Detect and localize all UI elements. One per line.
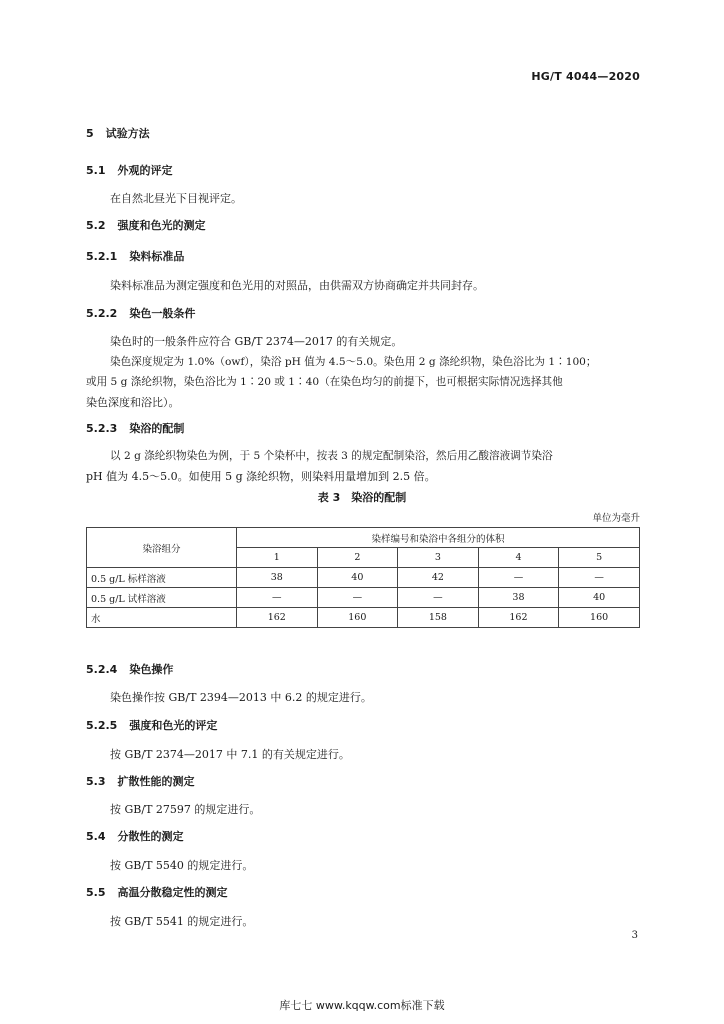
section-title: 试验方法 xyxy=(105,127,150,140)
paragraph-5-2-3-line-2: pH 值为 4.5～5.0。如使用 5 g 涤纶织物，则染料用量增加到 2.5 倍。 xyxy=(86,470,436,483)
section-title: 外观的评定 xyxy=(117,164,173,177)
table-cell: 40 xyxy=(559,588,640,608)
section-heading-5-2-5 xyxy=(86,717,217,733)
section-heading-5-1 xyxy=(86,162,173,178)
table-cell: — xyxy=(398,588,479,608)
footer-watermark-text: 库七七 www.kqqw.com标准下载 xyxy=(279,999,445,1012)
paragraph-5-1: 在自然北昼光下目视评定。 xyxy=(110,192,242,205)
section-title: 染色一般条件 xyxy=(129,307,196,320)
table-cell: — xyxy=(317,588,398,608)
bath-composition-table xyxy=(86,527,640,628)
table-cell: — xyxy=(559,568,640,588)
table-cell: 40 xyxy=(317,568,398,588)
table-caption: 表 3 染浴的配制 xyxy=(317,491,407,504)
section-title: 染料标准品 xyxy=(129,250,185,263)
table-column-header: 4 xyxy=(478,548,559,568)
table-row xyxy=(87,608,640,628)
table-cell: 162 xyxy=(478,608,559,628)
section-heading-5-2-4 xyxy=(86,661,173,677)
table-row-label: 0.5 g/L 标样溶液 xyxy=(87,568,237,588)
section-number: 5.4 xyxy=(86,830,106,843)
table-cell: 38 xyxy=(237,568,318,588)
table-column-header: 2 xyxy=(317,548,398,568)
section-number: 5.2.1 xyxy=(86,250,118,263)
table-column-header: 3 xyxy=(398,548,479,568)
paragraph-5-2-3-line-1: 以 2 g 涤纶织物染色为例，于 5 个染杯中，按表 3 的规定配制染浴，然后用乙酸溶液调节染浴 xyxy=(110,450,553,462)
table-cell: 42 xyxy=(398,568,479,588)
paragraph-5-5: 按 GB/T 5541 的规定进行。 xyxy=(110,915,254,928)
section-title: 分散性的测定 xyxy=(117,830,184,843)
section-number: 5.2 xyxy=(86,219,106,232)
paragraph-5-2-2-line-3: 或用 5 g 涤纶织物，染色浴比为 1∶20 或 1∶40（在染色均匀的前提下，也可根据实际情况选择其他 xyxy=(86,376,563,388)
section-title: 强度和色光的测定 xyxy=(117,219,206,232)
section-title: 高温分散稳定性的测定 xyxy=(117,886,228,899)
table-cell: 160 xyxy=(317,608,398,628)
table-row-label: 0.5 g/L 试样溶液 xyxy=(87,588,237,608)
section-number: 5.3 xyxy=(86,775,106,788)
table-row xyxy=(87,568,640,588)
section-heading-5-3 xyxy=(86,773,195,789)
section-number: 5.2.5 xyxy=(86,719,118,732)
paragraph-5-4: 按 GB/T 5540 的规定进行。 xyxy=(110,859,254,872)
paragraph-5-2-5: 按 GB/T 2374—2017 中 7.1 的有关规定进行。 xyxy=(110,748,350,761)
section-heading-5-2-2 xyxy=(86,305,195,321)
paragraph-5-2-2-line-4: 染色深度和浴比）。 xyxy=(86,396,180,409)
section-number: 5.5 xyxy=(86,886,106,899)
paragraph-5-3: 按 GB/T 27597 的规定进行。 xyxy=(110,803,261,816)
section-heading-5-4 xyxy=(86,828,184,844)
section-title: 扩散性能的测定 xyxy=(117,775,195,788)
standard-code-header: HG/T 4044—2020 xyxy=(531,70,640,83)
section-number: 5.2.4 xyxy=(86,663,118,676)
section-title: 染浴的配制 xyxy=(129,422,185,435)
table-cell: 162 xyxy=(237,608,318,628)
table-header-row xyxy=(87,528,640,548)
table-cell: 158 xyxy=(398,608,479,628)
section-title: 染色操作 xyxy=(129,663,174,676)
table-unit: 单位为毫升 xyxy=(592,513,640,524)
table-cell: — xyxy=(478,568,559,588)
section-heading-5-2 xyxy=(86,217,206,233)
table-row-label: 水 xyxy=(87,608,237,628)
section-number: 5.1 xyxy=(86,164,106,177)
table-group-header: 染样编号和染浴中各组分的体积 xyxy=(237,528,640,548)
table-corner-header: 染浴组分 xyxy=(87,528,237,568)
section-heading-5 xyxy=(86,125,150,141)
table-cell: — xyxy=(237,588,318,608)
section-number: 5.2.3 xyxy=(86,422,118,435)
table-column-header: 5 xyxy=(559,548,640,568)
table-cell: 38 xyxy=(478,588,559,608)
table-row xyxy=(87,588,640,608)
page-number: 3 xyxy=(631,930,638,941)
section-number: 5 xyxy=(86,127,94,140)
paragraph-5-2-2-line-1: 染色时的一般条件应符合 GB/T 2374—2017 的有关规定。 xyxy=(110,335,403,348)
section-heading-5-2-1 xyxy=(86,248,184,264)
paragraph-5-2-1: 染料标准品为测定强度和色光用的对照品，由供需双方协商确定并共同封存。 xyxy=(110,279,484,292)
paragraph-5-2-4: 染色操作按 GB/T 2394—2013 中 6.2 的规定进行。 xyxy=(110,691,372,704)
table-column-header: 1 xyxy=(237,548,318,568)
section-heading-5-2-3 xyxy=(86,420,184,436)
paragraph-5-2-2-line-2: 染色深度规定为 1.0%（owf），染浴 pH 值为 4.5～5.0。染色用 2 g 涤纶织物，染色浴比为 1∶100； xyxy=(110,356,597,368)
table-cell: 160 xyxy=(559,608,640,628)
section-number: 5.2.2 xyxy=(86,307,118,320)
section-heading-5-5 xyxy=(86,884,228,900)
section-title: 强度和色光的评定 xyxy=(129,719,218,732)
